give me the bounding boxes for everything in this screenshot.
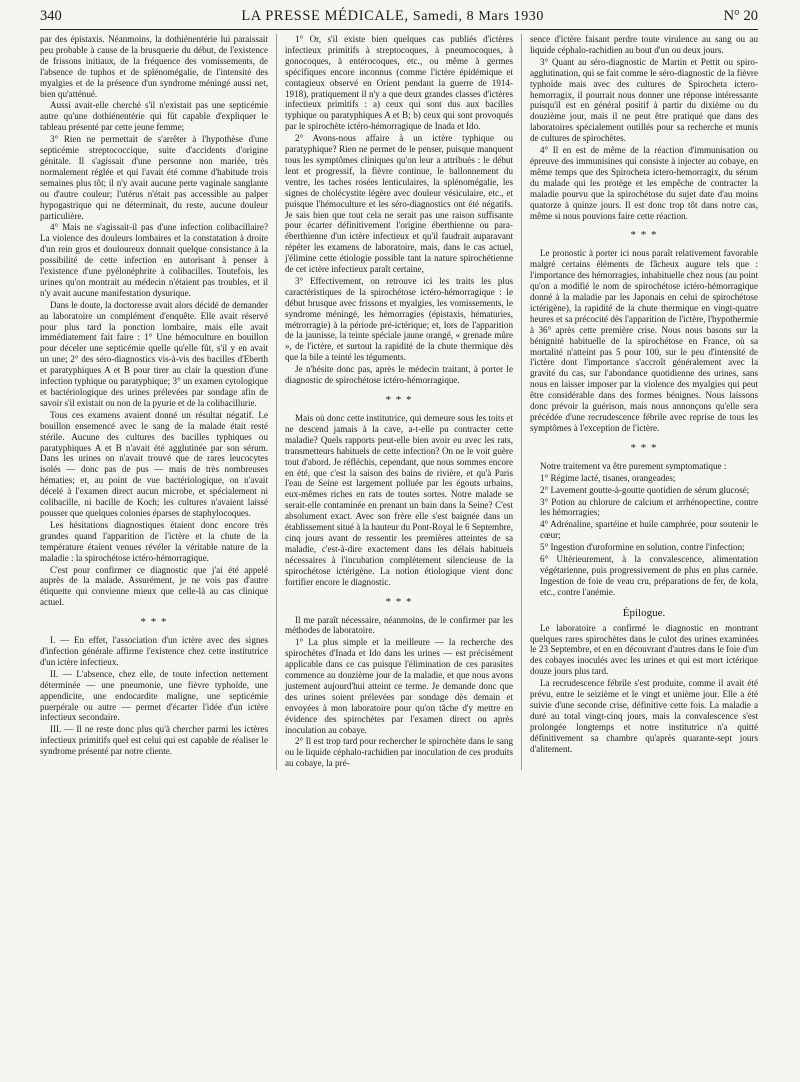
page-number: 340 (40, 8, 62, 24)
paragraph: Aussi avait-elle cherché s'il n'existait pas une septicémie autre qu'une dothiénentérie qui fût capable d'expliquer le tableau présenté par cette jeune femme; (40, 100, 268, 133)
paragraph: C'est pour confirmer ce diagnostic que j'ai été appelé auprès de la malade. Assurément, je ne vois pas d'autre étiquette qui convienne mieux que celle-là au cas clinique actuel. (40, 564, 268, 608)
treatment-list (530, 473, 758, 598)
paragraph: I. — En effet, l'association d'un ictère avec des signes d'infection générale affirme l'existence chez cette institutrice d'un ictère infectieux. (40, 635, 268, 667)
paragraph: Le pronostic à porter ici nous paraît relativement favorable malgré certains éléments de fâcheux augure tels que : l'importance des hémorragies, inhabituelle chez nous (au point qu'on a modifié le nom de spirochétose ictéro-hémorragique donné à la maladie par les Japonais en celui de spirochétose ictérigène), la rapidité de la chute thermique en vingt-quatre heures et sa précocité dès l'apparition de l'ictère, l'hypothermie à 36° après cette première crise. Nous nous basons sur la bénignité habituelle de la spirochétose en France, où sa mortalité n'atteint pas 5 pour 100, sur le peu d'intensité de l'ictère dont l'importance s'accroît généralement avec la gravité du cas, sur l'abondance quotidienne des urines, sans nous en laisser imposer par la violence des myalgies qui peut être considérable dans des formes bénignes. Nous laissons donc prévoir la guérison, mais nous annonçons qu'elle sera précédée d'une recrudescence fébrile avec reprise de tous les symptômes à l'exception de l'ictère. (530, 248, 758, 433)
paragraph: 3° Rien ne permettait de s'arrêter à l'hypothèse d'une septicémie streptococcique, suite d'accidents d'origine génitale. Il s'agissait d'une personne non mariée, très normalement réglée et qui l'avait été comme d'habitude trois semaines plus tôt; il n'y avait aucune perte vaginale sanglante ou d'autre couleur; l'utérus n'était pas accessible au palper hypogastrique qui ne déterminait, du reste, aucune douleur particulière. (40, 134, 268, 221)
section-separator: * * * (140, 616, 168, 629)
list-item: 4° Adrénaline, spartéine et huile camphrée, pour soutenir le cœur; (540, 519, 758, 541)
paragraph: 1° La plus simple et la meilleure — la recherche des spirochètes d'Inada et Ido dans les urines — est précisément applicable dans ce cas puisque l'élimination de ces parasites commence au douzième jour de la maladie, et que nous avons justement aujourd'hui atteint ce terme. Je demande donc que des urines soient prélevées par sondage dès demain et envoyées à mon laboratoire pour qu'on tâche d'y mettre en évidence des spirochètes par l'examen direct ou après inoculation au cobaye. (285, 637, 513, 735)
paragraph: sence d'ictère faisant perdre toute virulence au sang ou au liquide céphalo-rachidien au bout d'un ou deux jours. (530, 34, 758, 55)
list-item: 6° Ultérieurement, à la convalescence, alimentation végétarienne, puis progressivement de plus en plus carnée. Ingestion de foie de veau cru, préparations de fer, de kola, etc., contre l'anémie. (540, 554, 758, 597)
section-separator: * * * (385, 394, 413, 406)
list-item: 3° Potion au chlorure de calcium et arrhénopectine, contre les hémorragies; (540, 496, 758, 518)
paragraph: 2° Avons-nous affaire à un ictère typhique ou paratyphique? Rien ne permet de le penser, puisque manquent tous les symptômes cliniques qu'on leur a attribués : le début lent et progressif, la fièvre continue, le ballonnement du ventre, les taches rosées lenticulaires, la splénomégalie, les signes de cholécystite légère avec douleur vésiculaire, etc., et puisque l'hémoculture et les séro-diagnostics ont été négatifs. Je sais bien que tout cela ne serait pas une raison suffisante pour écarter définitivement l'origine éberthienne ou para-éberthienne d'un ictère infectieux et qu'il faudrait auparavant répéter les examens de laboratoire, mais, dans le cas actuel, j'élimine cette étiologie possible tant la nature spirochétienne de cet ictère infectieux paraît certaine, (285, 133, 513, 275)
paragraph: II. — L'absence, chez elle, de toute infection nettement déterminée — une pneumonie, une fièvre typhoïde, une appendicite, une endocardite maligne, une septicémie puerpérale ou autre — permet d'écarter l'idée d'un ictère infectieux secondaire. (40, 668, 268, 723)
paragraph: Le laboratoire a confirmé le diagnostic en montrant quelques rares spirochètes dans le culot des urines examinées le 23 Septembre, et en en découvrant d'autres dans le foie d'un des cobayes inoculés avec les urines et qui est mort ictérique douze jours plus tard. (530, 622, 758, 677)
column-2 (276, 34, 521, 770)
paragraph: 4° Mais ne s'agissait-il pas d'une infection colibacillaire? La violence des douleurs lombaires et la constatation à droite d'un rein gros et douloureux donnait quelque consistance à la possibilité de cette infection en autorisant à penser à l'existence d'une pyélonéphrite à colibacilles. Toutefois, les urines qu'on montrait au médecin n'étaient pas troubles, et il n'y avait aucune manifestation dysurique. (40, 222, 268, 298)
paragraph: Je n'hésite donc pas, après le médecin traitant, à porter le diagnostic de spirochétose ictéro-hémorragique. (285, 364, 513, 386)
paragraph: Mais où donc cette institutrice, qui demeure sous les toits et ne descend jamais à la cave, a-t-elle pu contracter cette maladie? Quels rapports peut-elle bien avoir eu avec les rats, transmetteurs habituels de cette infection? On ne le voit guère tout d'abord. Je réfléchis, cependant, que nous sommes encore en été, que c'est la saison des bains de rivière, et qu'à Paris l'eau de Seine est largement polluée par les égouts urbains, eux-mêmes riches en rats de toutes sortes. Notre malade se serait-elle contaminée en prenant un bain dans la Seine? C'est absolument exact. Avec son frère elle s'est baignée dans un établissement situé à la hauteur du Pont-Royal le 6 Septembre, cinq jours avant de ressentir les premières atteintes de sa maladie, c'est-à-dire exactement dans les délais habituels nécessaires à l'incubation complètement silencieuse de la spirochétose ictérigène. La notion étiologique vient donc fortifier encore le diagnostic. (285, 413, 513, 587)
list-item: 2° Lavement goutte-à-goutte quotidien de sérum glucosé; (540, 484, 750, 495)
paragraph: Dans le doute, la doctoresse avait alors décidé de demander au laboratoire un complément d'enquête. Elle avait réservé pour plus tard la ponction lombaire, mais elle avait immédiatement fait faire : 1° Une hémoculture en bouillon pour déceler une septicémie quelle qu'elle fût, s'il y en avait un une; 2° des séro-diagnostics vis-à-vis des bacilles d'Eberth et paratyphiques A et B pour tirer au clair la question d'une infection typhique ou paratyphique; 3° un examen cytologique et bactériologique des urines prélevées par sondage afin de savoir s'il existait ou non de la pyurie et de la colibacillurie. (40, 299, 268, 408)
section-separator: * * * (385, 595, 413, 608)
paragraph: 2° Il est trop tard pour rechercher le spirochète dans le sang ou le liquide céphalo-rachidien par inoculation de ces produits au cobaye, la pré- (285, 736, 513, 769)
issue-date: Samedi, 8 Mars 1930 (412, 9, 545, 24)
paragraph: Il me paraît nécessaire, néanmoins, de le confirmer par les méthodes de laboratoire. (285, 614, 513, 636)
page-header (40, 0, 758, 30)
journal-title (241, 8, 544, 25)
paragraph: III. — Il ne reste donc plus qu'à chercher parmi les ictères infectieux primitifs quel est celui qui est capable de réaliser le syndrome présenté par notre cliente. (40, 724, 268, 757)
column-1 (40, 34, 276, 770)
paragraph: Notre traitement va être purement symptomatique : (540, 460, 727, 471)
paragraph: 3° Quant au séro-diagnostic de Martin et Pettit ou spiro-agglutination, qui se fait comme le séro-diagnostic de la fièvre typhoïde mais avec des cultures de Spirocheta ictero-hemorragix, il pourrait nous donner une réponse intéressante puisqu'il est en général positif à partir du dixième ou du douzième jour, mais il ne peut être pratiqué que dans des laboratoires spécialement outillés pour sa recherche et munis de cultures de spirochètes. (530, 56, 758, 144)
paragraph: Les hésitations diagnostiques étaient donc encore très grandes quand l'apparition de l'ictère et la chute de la température étaient venues révéler la véritable nature de la maladie : la spirochétose ictéro-hémorragique. (40, 519, 268, 563)
section-separator: * * * (630, 441, 658, 454)
journal-name: LA PRESSE MÉDICALE, (241, 8, 409, 24)
epilogue-heading: Épilogue. (622, 606, 666, 619)
list-item: 1° Régime lacté, tisanes, orangeades; (540, 472, 676, 483)
list-item: 5° Ingestion d'uroformine en solution, contre l'infection; (540, 542, 745, 553)
paragraph: par des épistaxis. Néanmoins, la dothiénentérie lui paraissait peu probable à cause de la brusquerie du début, de l'existence de frissons initiaux, de la fréquence des vomissements, de l'absence de tuphos et de splénomégalie, de l'intensité des myalgies et de la présence d'un syndrome méningé aussi net, bien qu'atténué. (40, 34, 268, 99)
paragraph: La recrudescence fébrile s'est produite, comme il avait été prévu, entre le seizième et le vingt et unième jour. Elle a été suivie d'une seconde crise, définitive cette fois. La maladie a duré au total vingt-cinq jours, mais la convalescence s'est prolongée longtemps et notre institutrice n'a quitté définitivement sa chambre qu'après quarante-sept jours d'alitement. (530, 678, 758, 754)
section-separator: * * * (630, 229, 658, 242)
issue-number: N° 20 (723, 8, 758, 24)
paragraph: 4° Il en est de même de la réaction d'immunisation ou épreuve des immunisines qui consiste à injecter au cobaye, en même temps que des Spirocheta ictero-hemorragix, du sérum du malade qui les protège et les empêche de contracter la maladie pourvu que la spirochétose du sujet date d'au moins quatorze à quinze jours. Il est donc trop tôt dans notre cas, même si nous pouvions faire cette réaction. (530, 145, 758, 221)
paragraph: 3° Effectivement, on retrouve ici les traits les plus caractéristiques de la spirochétose ictéro-hémorragique : le début brusque avec frissons et myalgies, les vomissements, le syndrome méningé, les hémorragies (épistaxis, hématuries, métrorragie) à la période pré-ictérique; et, lors de l'apparition de la jaunisse, la teinte spéciale jaune orangé, « grenade mûre », de l'ictère, et surtout la rapidité de la chute thermique dès que la bile a teinté les téguments. (285, 275, 513, 363)
paragraph: 1° Or, s'il existe bien quelques cas publiés d'ictères infectieux primitifs à streptocoques, à pneumocoques, à gonocoques, à entérocoques, etc., ou même à germes spécifiques encore inconnus (comme l'ictère épidémique et contagieux observé en Orient pendant la guerre de 1914-1918), pratiquement il n'y a que deux grandes classes d'ictères infectieux primitifs : a) ceux qui sont dus aux bacilles typhique ou paratyphiques A et B; b) ceux qui sont provoqués par le spirochète ictéro-hémorragique de Inada et Ido. (285, 34, 513, 132)
column-3 (521, 34, 758, 770)
paragraph: Tous ces examens avaient donné un résultat négatif. Le bouillon ensemencé avec le sang de la malade était resté stérile. Aucune des cultures des bacilles typhiques ou paratyphiques A et B n'avait été agglutinée par son sérum. Dans les urines on n'avait trouvé que de rares leucocytes isolés — donc pas de pus — mais de très nombreuses hématies; et, au point de vue bactériologique, on n'avait décelé à l'examen direct aucun microbe, et spécialement ni colibacille, ni bacille de Koch; les cultures n'avaient laissé pousser que quelques colonies éparses de staphylocoques. (40, 409, 268, 518)
